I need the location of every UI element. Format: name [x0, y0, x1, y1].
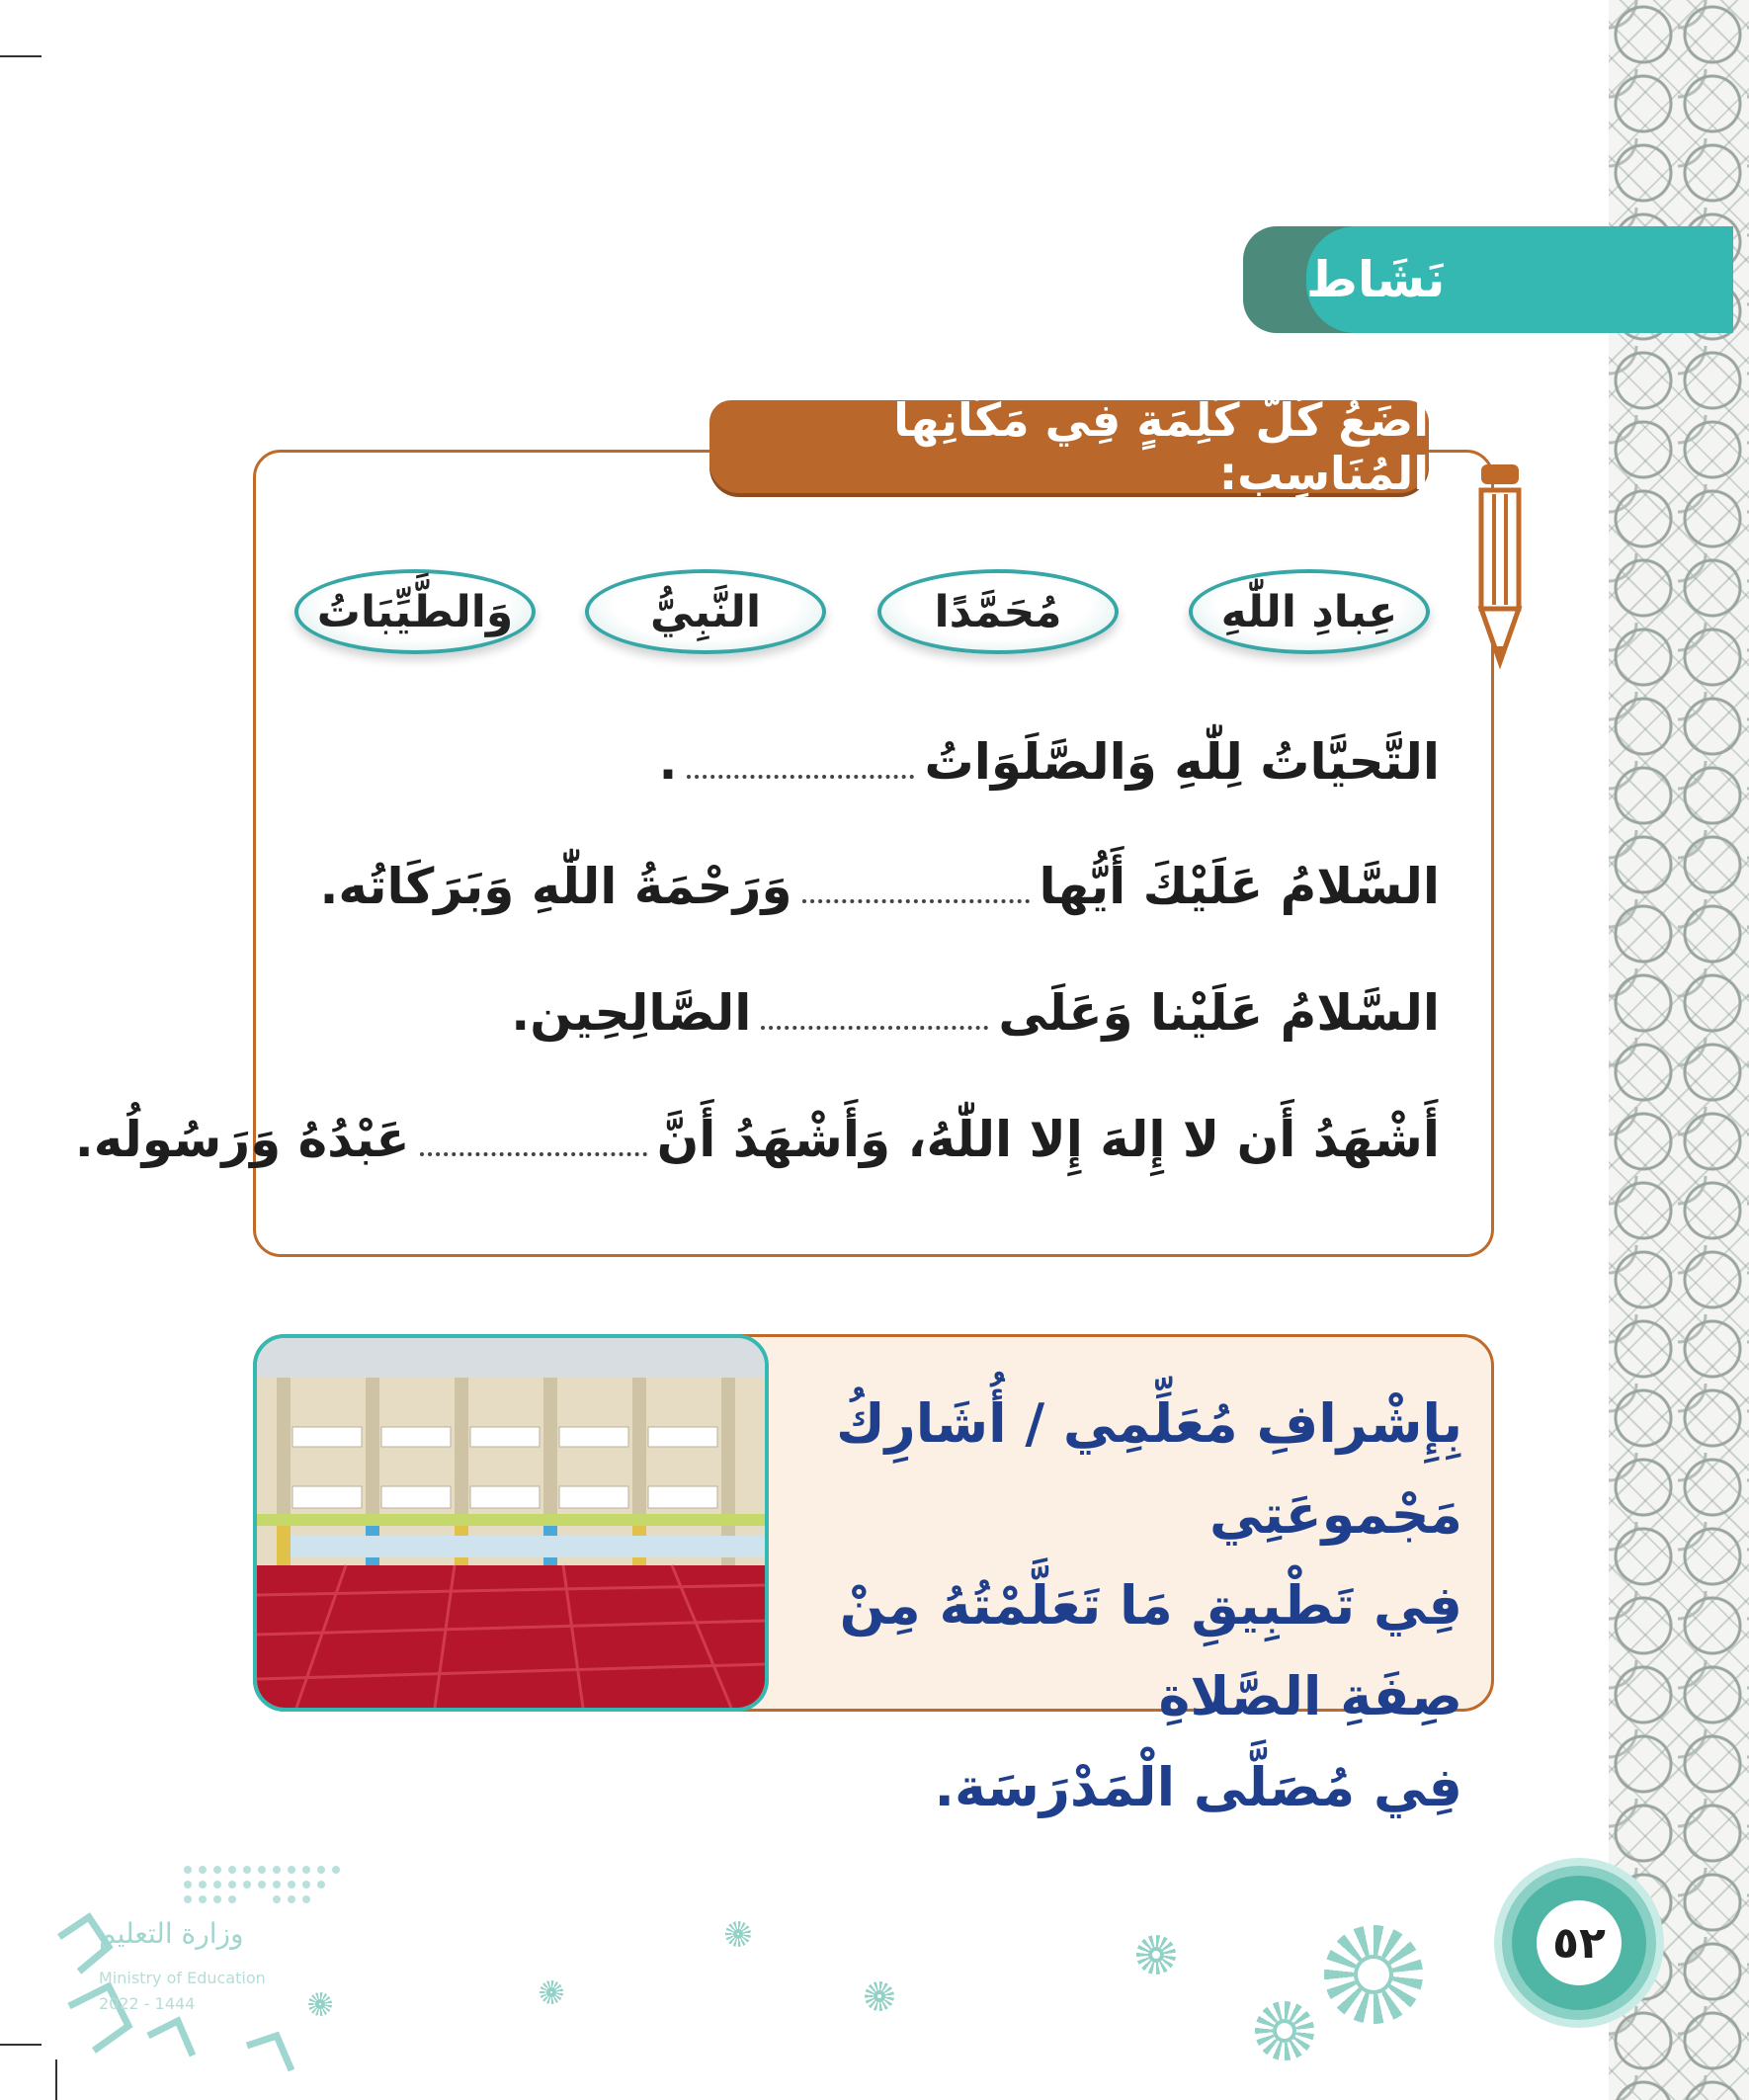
sentence-2: السَّلامُ عَلَيْكَ أَيُّهاوَرَحْمَةُ اللّٰهِ وَبَرَكَاتُه. — [319, 858, 1440, 915]
activity-tab — [1306, 226, 1733, 333]
blank-4[interactable] — [420, 1152, 647, 1156]
rosette-decoration — [1255, 2001, 1314, 2060]
rosette-decoration — [1136, 1935, 1176, 1974]
rosette-decoration — [540, 1980, 563, 2004]
sentence-3: السَّلامُ عَلَيْنا وَعَلَىالصَّالِحِين. — [511, 984, 1440, 1042]
sentence-4: أَشْهَدُ أَن لا إِلهَ إِلا اللّٰهُ، وَأَشْهَدُ أَنَّعَبْدُهُ وَرَسُولُه. — [74, 1111, 1440, 1168]
sentence-1: التَّحيَّاتُ لِلّٰهِ وَالصَّلَوَاتُ. — [658, 733, 1440, 791]
practice-line: فِي مُصَلَّى الْمَدْرَسَة. — [934, 1756, 1462, 1818]
crop-mark — [0, 55, 42, 57]
crop-mark — [0, 2044, 42, 2046]
word-pill-1[interactable]: عِبادِ اللّٰهِ — [1189, 569, 1430, 654]
pencil-icon — [1475, 464, 1525, 672]
prayer-hall-illustration — [257, 1338, 765, 1708]
blank-3[interactable] — [761, 1026, 988, 1030]
instruction-text: أَضَعُ كُلَّ كَلِمَةٍ فِي مَكَانِها المُنَاسِب: — [893, 393, 1429, 500]
rosette-decoration — [865, 1981, 894, 2011]
practice-text — [830, 1379, 1462, 1833]
page-number-badge — [1512, 1876, 1646, 2010]
ministry-name-ar: وزارة التعليم — [99, 1917, 244, 1950]
ministry-edition: 2022 - 1444 — [99, 1994, 196, 2013]
practice-line: بِإِشْرافِ مُعَلِّمِي / أُشَارِكُ مَجْموعَتِي — [836, 1392, 1462, 1546]
word-pill-2[interactable]: مُحَمَّدًا — [877, 569, 1119, 654]
page-number: ٥٢ — [1537, 1900, 1622, 1985]
blank-1[interactable] — [687, 775, 914, 779]
prayer-hall-photo — [253, 1334, 769, 1712]
rosette-decoration — [725, 1921, 751, 1947]
instruction-banner — [709, 393, 1429, 500]
activity-tab-label: نَشَاط — [1306, 251, 1446, 308]
word-pill-4[interactable]: وَالطَّيِّبَاتُ — [294, 569, 536, 654]
ministry-name-en: Ministry of Education — [99, 1969, 266, 1987]
rosette-decoration — [1324, 1925, 1423, 2024]
practice-line: فِي تَطْبِيقِ مَا تَعَلَّمْتُهُ مِنْ صِفَةِ الصَّلاةِ — [839, 1574, 1462, 1727]
blank-2[interactable] — [802, 899, 1030, 903]
word-pill-3[interactable]: النَّبِيُّ — [585, 569, 826, 654]
